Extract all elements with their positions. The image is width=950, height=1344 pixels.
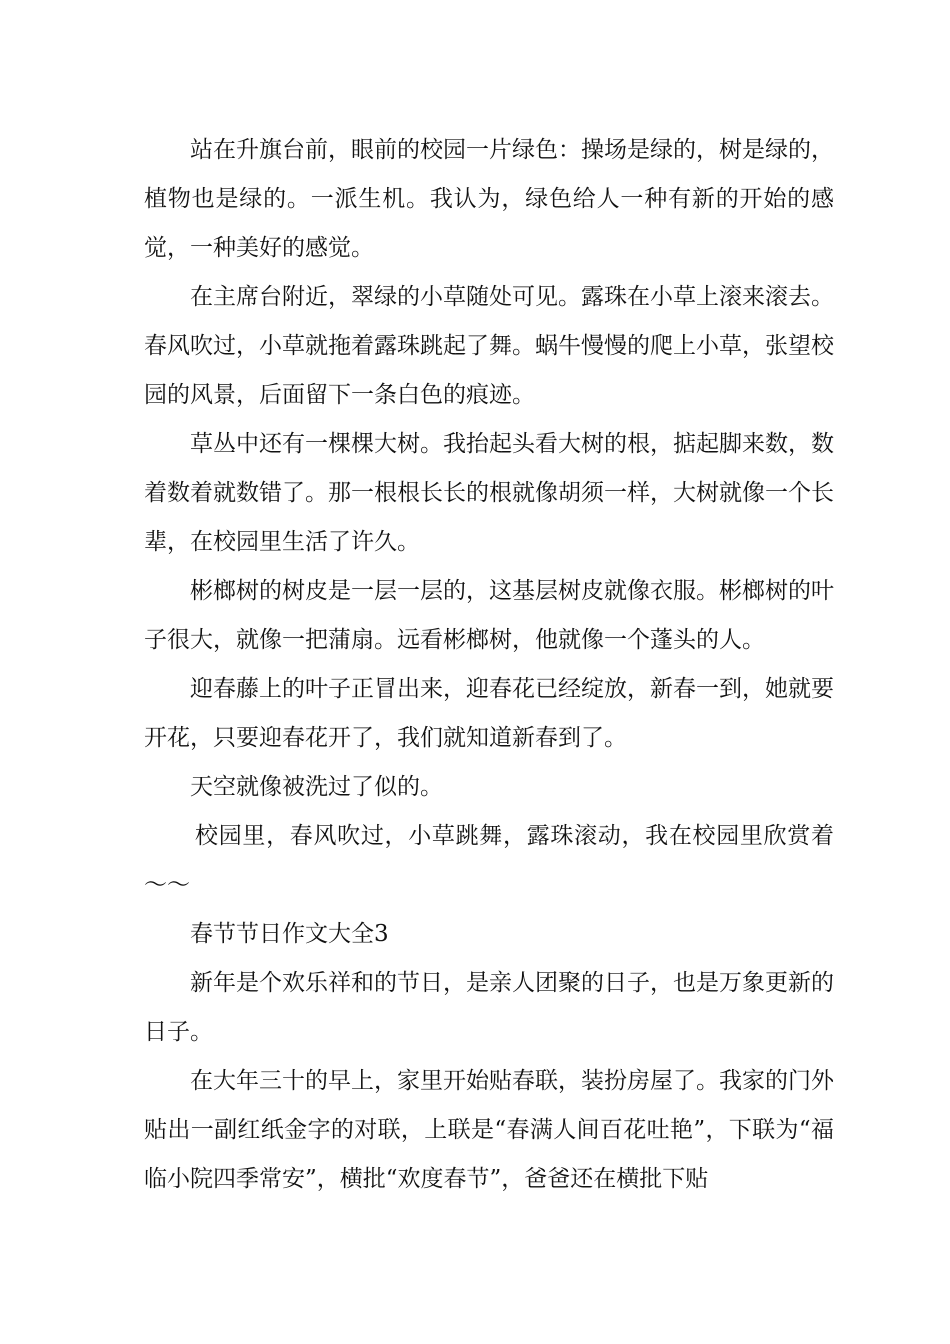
paragraph-3: 草丛中还有一棵棵大树。我抬起头看大树的根，掂起脚来数，数着数着就数错了。那一根根长长的根就像胡须一样，大树就像一个长辈，在校园里生活了许久。	[144, 431, 834, 555]
paragraph-8: 新年是个欢乐祥和的节日，是亲人团聚的日子，也是万象更新的日子。	[144, 970, 834, 1045]
paragraph-2: 在主席台附近，翠绿的小草随处可见。露珠在小草上滚来滚去。春风吹过，小草就拖着露珠跳起了舞。蜗牛慢慢的爬上小草，张望校园的风景，后面留下一条白色的痕迹。	[144, 284, 834, 408]
paragraph-5: 迎春藤上的叶子正冒出来，迎春花已经绽放，新春一到，她就要开花，只要迎春花开了，我们就知道新春到了。	[144, 676, 834, 751]
paragraph-4: 彬榔树的树皮是一层一层的，这基层树皮就像衣服。彬榔树的叶子很大，就像一把蒲扇。远看彬榔树，他就像一个蓬头的人。	[144, 578, 834, 653]
paragraph-7: 校园里，春风吹过，小草跳舞，露珠滚动，我在校园里欣赏着～～	[144, 823, 834, 898]
paragraph-1: 站在升旗台前，眼前的校园一片绿色：操场是绿的，树是绿的，植物也是绿的。一派生机。我认为，绿色给人一种有新的开始的感觉，一种美好的感觉。	[144, 137, 834, 261]
section-heading: 春节节日作文大全3	[190, 921, 389, 947]
essay-body	[144, 126, 834, 1204]
paragraph-9: 在大年三十的早上，家里开始贴春联，装扮房屋了。我家的门外贴出一副红纸金字的对联，上联是“春满人间百花吐艳”，下联为“福临小院四季常安”，横批“欢度春节”，爸爸还在横批下贴	[144, 1068, 834, 1192]
paragraph-6: 天空就像被洗过了似的。	[190, 774, 443, 800]
